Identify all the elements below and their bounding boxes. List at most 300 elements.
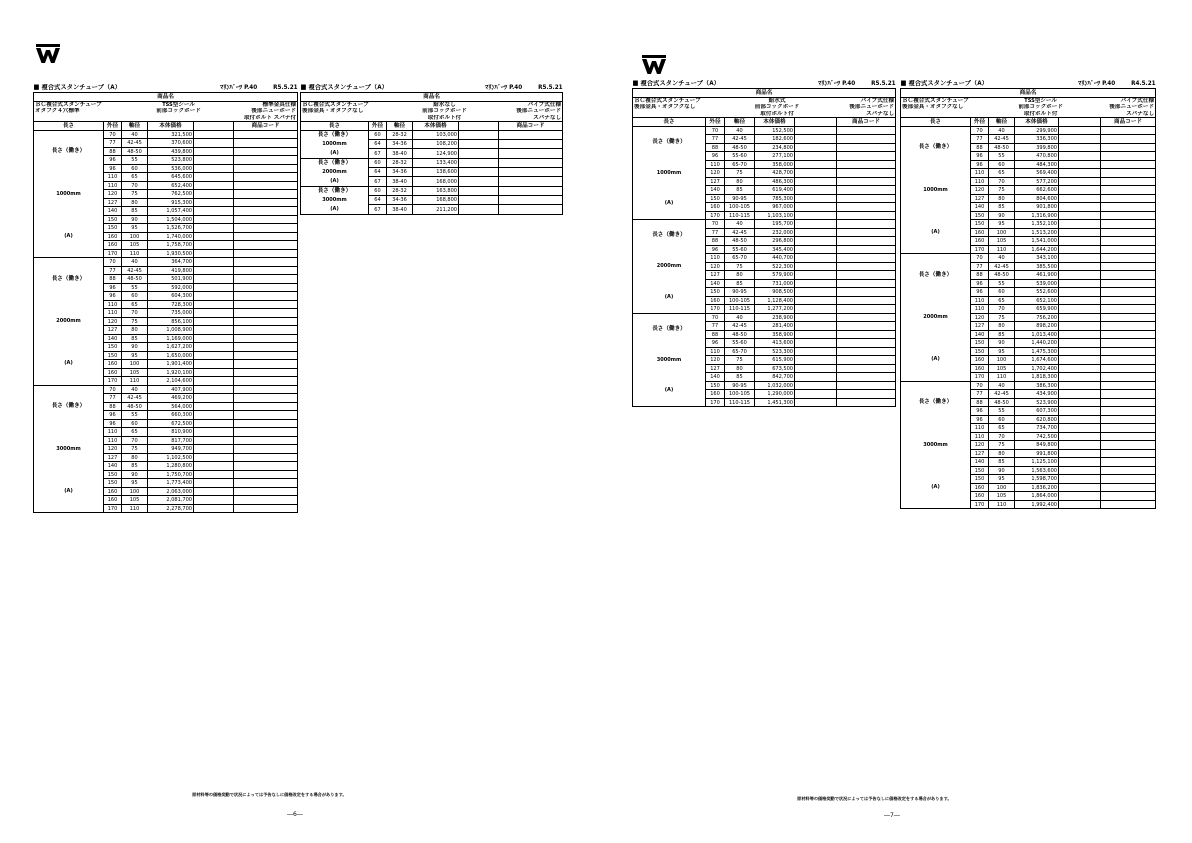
price-cell: 756,200	[1015, 313, 1059, 322]
product-description-text: 後部金具・オタフクなし	[902, 104, 964, 111]
col-outer-diameter-header: 外径	[104, 122, 122, 131]
product-code-cell	[234, 241, 298, 250]
price-cell: 124,900	[413, 149, 459, 158]
length-label-text: 3000mm	[923, 441, 948, 448]
blank-cell	[1059, 194, 1101, 203]
blank-cell	[795, 152, 837, 161]
table-row	[34, 385, 298, 394]
price-cell: 1,504,000	[148, 215, 194, 224]
product-code-cell	[1101, 364, 1156, 373]
price-cell: 991,800	[1015, 449, 1059, 458]
product-code-cell	[837, 262, 896, 271]
length-label-text: (A)	[664, 293, 674, 300]
col-length-header: 長さ	[301, 122, 369, 131]
shaft-diameter-cell: 65	[989, 424, 1015, 433]
shaft-diameter-cell: 80	[989, 449, 1015, 458]
blank-cell	[194, 462, 234, 471]
shaft-diameter-cell: 40	[122, 385, 148, 394]
product-code-cell	[837, 211, 896, 220]
shaft-diameter-cell: 85	[989, 330, 1015, 339]
product-code-cell	[234, 453, 298, 462]
shaft-diameter-cell: 90	[122, 343, 148, 352]
col-price-header: 本体価格	[148, 122, 194, 131]
blank-cell	[194, 385, 234, 394]
product-description-text: 後部ニューボード	[849, 104, 895, 111]
price-cell: 915,300	[148, 198, 194, 207]
price-cell: 234,800	[755, 143, 795, 152]
outer-diameter-cell: 140	[971, 458, 989, 467]
price-cell: 470,800	[1015, 152, 1059, 161]
blank-cell	[1059, 279, 1101, 288]
length-label-cell	[301, 186, 369, 214]
blank-cell	[194, 368, 234, 377]
length-label-text: 1000mm	[923, 186, 948, 193]
shaft-diameter-cell: 34-36	[387, 196, 413, 205]
outer-diameter-cell: 110	[971, 296, 989, 305]
shaft-diameter-cell: 70	[989, 432, 1015, 441]
price-cell: 2,081,700	[148, 496, 194, 505]
blank-cell	[795, 322, 837, 331]
outer-diameter-cell: 88	[971, 143, 989, 152]
shaft-diameter-cell: 42-45	[989, 390, 1015, 399]
shaft-diameter-cell: 60	[122, 419, 148, 428]
price-cell: 138,600	[413, 168, 459, 177]
shaft-diameter-cell: 55	[122, 411, 148, 420]
shaft-diameter-cell: 70	[989, 305, 1015, 314]
outer-diameter-cell: 77	[706, 135, 725, 144]
price-cell: 523,900	[1015, 398, 1059, 407]
shaft-diameter-cell: 110	[989, 500, 1015, 509]
price-cell: 592,000	[148, 283, 194, 292]
product-code-cell	[837, 177, 896, 186]
outer-diameter-cell: 110	[971, 305, 989, 314]
product-code-cell	[837, 296, 896, 305]
outer-diameter-cell: 170	[971, 500, 989, 509]
blank-cell	[1059, 305, 1101, 314]
product-code-cell	[837, 169, 896, 178]
shaft-diameter-cell: 65	[989, 296, 1015, 305]
outer-diameter-cell: 120	[104, 190, 122, 199]
shaft-diameter-cell: 40	[725, 313, 755, 322]
price-cell: 810,900	[148, 428, 194, 437]
product-name-header: 商品名	[633, 89, 896, 98]
price-cell: 1,674,600	[1015, 356, 1059, 365]
blank-cell	[194, 334, 234, 343]
outer-diameter-cell: 60	[369, 186, 387, 195]
product-code-cell	[1101, 458, 1156, 467]
table-title: 複合式スタンチューブ（A）	[308, 84, 388, 92]
product-code-cell	[1101, 373, 1156, 382]
outer-diameter-cell: 127	[971, 194, 989, 203]
price-cell: 728,300	[148, 300, 194, 309]
blank-cell	[1059, 424, 1101, 433]
product-code-cell	[837, 220, 896, 229]
price-cell: 1,541,000	[1015, 237, 1059, 246]
outer-diameter-cell: 127	[971, 322, 989, 331]
product-code-cell	[1101, 424, 1156, 433]
product-code-cell	[234, 309, 298, 318]
page-number: ―7―	[884, 812, 900, 819]
price-cell: 440,700	[755, 254, 795, 263]
price-cell: 1,125,100	[1015, 458, 1059, 467]
blank-cell	[795, 347, 837, 356]
blank-cell	[194, 147, 234, 156]
product-code-cell	[1101, 220, 1156, 229]
price-cell: 281,400	[755, 322, 795, 331]
product-code-cell	[1101, 449, 1156, 458]
table-row	[34, 258, 298, 267]
outer-diameter-cell: 160	[971, 356, 989, 365]
blank-cell	[1059, 500, 1101, 509]
product-code-cell	[234, 266, 298, 275]
price-cell: 133,400	[413, 158, 459, 167]
shaft-diameter-cell: 80	[725, 177, 755, 186]
product-code-cell	[234, 487, 298, 496]
outer-diameter-cell: 150	[104, 470, 122, 479]
revision-date: R4.5.21	[1131, 80, 1156, 88]
shaft-diameter-cell: 65-70	[725, 254, 755, 263]
length-label-cell	[633, 220, 706, 314]
price-cell: 370,600	[148, 139, 194, 148]
product-code-cell	[234, 419, 298, 428]
price-cell: 358,900	[755, 330, 795, 339]
product-description-text: 後部金具・オタフクなし	[302, 108, 364, 115]
shaft-diameter-cell: 42-45	[725, 228, 755, 237]
price-cell: 734,700	[1015, 424, 1059, 433]
outer-diameter-cell: 96	[971, 152, 989, 161]
length-label-cell	[901, 126, 971, 254]
outer-diameter-cell: 110	[104, 173, 122, 182]
price-cell: 232,000	[755, 228, 795, 237]
outer-diameter-cell: 120	[971, 441, 989, 450]
product-name-header: 商品名	[901, 89, 1156, 98]
length-label-text: 2000mm	[56, 318, 81, 325]
product-code-cell	[837, 152, 896, 161]
shaft-diameter-cell: 80	[122, 453, 148, 462]
product-code-cell	[234, 300, 298, 309]
shaft-diameter-cell: 105	[122, 496, 148, 505]
price-cell: 182,600	[755, 135, 795, 144]
product-code-cell	[234, 377, 298, 386]
price-cell: 1,598,700	[1015, 475, 1059, 484]
outer-diameter-cell: 140	[706, 186, 725, 195]
blank-cell	[194, 173, 234, 182]
price-cell: 817,700	[148, 436, 194, 445]
product-code-cell	[837, 254, 896, 263]
blank-cell	[795, 356, 837, 365]
price-cell: 731,000	[755, 279, 795, 288]
outer-diameter-cell: 110	[706, 160, 725, 169]
blank-cell	[1059, 364, 1101, 373]
product-description-text: 後部ニューボード	[251, 108, 297, 115]
product-name-header: 商品名	[301, 93, 563, 102]
product-code-cell	[1101, 262, 1156, 271]
col-length-header: 長さ	[901, 118, 971, 127]
blank-cell	[194, 130, 234, 139]
col-price-header: 本体価格	[755, 118, 795, 127]
outer-diameter-cell: 170	[104, 377, 122, 386]
price-cell: 645,600	[148, 173, 194, 182]
outer-diameter-cell: 77	[971, 262, 989, 271]
price-cell: 469,200	[148, 394, 194, 403]
outer-diameter-cell: 120	[104, 445, 122, 454]
price-cell: 849,800	[1015, 441, 1059, 450]
blank-cell	[194, 411, 234, 420]
shaft-diameter-cell: 55-60	[725, 245, 755, 254]
blank-cell	[1059, 245, 1101, 254]
length-label-cell	[301, 158, 369, 186]
blank-cell	[795, 211, 837, 220]
price-cell: 1,290,000	[755, 390, 795, 399]
price-cell: 168,800	[413, 196, 459, 205]
col-shaft-diameter-header: 軸径	[989, 118, 1015, 127]
product-code-cell	[837, 313, 896, 322]
outer-diameter-cell: 96	[706, 245, 725, 254]
shaft-diameter-cell: 48-50	[725, 237, 755, 246]
blank-cell	[795, 271, 837, 280]
outer-diameter-cell: 150	[706, 194, 725, 203]
blank-cell	[459, 130, 499, 139]
product-code-cell	[499, 140, 563, 149]
blank-cell	[1059, 177, 1101, 186]
price-cell: 604,300	[148, 292, 194, 301]
blank-cell	[795, 381, 837, 390]
price-cell: 662,600	[1015, 186, 1059, 195]
outer-diameter-cell: 160	[971, 483, 989, 492]
outer-diameter-cell: 150	[971, 339, 989, 348]
blank-cell	[795, 330, 837, 339]
shaft-diameter-cell: 48-50	[122, 402, 148, 411]
blank-cell	[194, 309, 234, 318]
product-code-cell	[837, 381, 896, 390]
blank-cell	[194, 453, 234, 462]
product-description-text: 給水式	[768, 97, 786, 104]
price-cell: 434,900	[1015, 390, 1059, 399]
price-cell: 523,300	[755, 347, 795, 356]
shaft-diameter-cell: 34-36	[387, 168, 413, 177]
outer-diameter-cell: 160	[706, 390, 725, 399]
table-row	[301, 130, 563, 139]
price-cell: 564,000	[148, 402, 194, 411]
price-cell: 399,800	[1015, 143, 1059, 152]
product-description-text	[634, 111, 738, 118]
outer-diameter-cell: 96	[971, 288, 989, 297]
price-cell: 619,400	[755, 186, 795, 195]
blank-cell	[459, 168, 499, 177]
table-row	[901, 126, 1156, 135]
product-code-cell	[837, 364, 896, 373]
product-code-cell	[1101, 347, 1156, 356]
outer-diameter-cell: 160	[971, 228, 989, 237]
price-change-footnote: 原材料等の価格変動で状況によっては予告なしに価格改定をする場合があります。	[192, 792, 347, 797]
outer-diameter-cell: 127	[104, 326, 122, 335]
shaft-diameter-cell: 90-95	[725, 194, 755, 203]
shaft-diameter-cell: 100-105	[725, 296, 755, 305]
shaft-diameter-cell: 100-105	[725, 203, 755, 212]
length-label-text: (A)	[664, 200, 674, 207]
shaft-diameter-cell: 100	[989, 228, 1015, 237]
price-cell: 386,300	[1015, 381, 1059, 390]
product-description-text	[302, 115, 406, 122]
price-cell: 1,013,400	[1015, 330, 1059, 339]
shaft-diameter-cell: 85	[989, 203, 1015, 212]
shaft-diameter-cell: 80	[725, 364, 755, 373]
shaft-diameter-cell: 55	[122, 283, 148, 292]
blank-cell	[459, 158, 499, 167]
product-code-cell	[499, 196, 563, 205]
shaft-diameter-cell: 40	[989, 381, 1015, 390]
blank-cell	[194, 445, 234, 454]
length-label-text: 長さ（働き）	[652, 325, 686, 332]
product-code-cell	[1101, 381, 1156, 390]
length-label-text: 長さ（働き）	[51, 275, 86, 282]
blank-cell	[194, 181, 234, 190]
outer-diameter-cell: 77	[971, 390, 989, 399]
blank-cell	[1059, 441, 1101, 450]
blank-cell	[459, 177, 499, 186]
shaft-diameter-cell: 40	[122, 258, 148, 267]
price-cell: 552,600	[1015, 288, 1059, 297]
product-code-cell	[837, 126, 896, 135]
price-cell: 1,992,400	[1015, 500, 1059, 509]
outer-diameter-cell: 160	[104, 360, 122, 369]
shaft-diameter-cell: 110-115	[725, 398, 755, 407]
product-description-text: 後部ニューボード	[516, 108, 562, 115]
blank-cell	[194, 156, 234, 165]
product-code-cell	[837, 143, 896, 152]
col-outer-diameter-header: 外径	[706, 118, 725, 127]
price-cell: 103,000	[413, 130, 459, 139]
shaft-diameter-cell: 55	[122, 156, 148, 165]
price-cell: 413,600	[755, 339, 795, 348]
shaft-diameter-cell: 90	[989, 211, 1015, 220]
shaft-diameter-cell: 100	[122, 232, 148, 241]
outer-diameter-cell: 150	[706, 381, 725, 390]
blank-cell	[194, 139, 234, 148]
price-table-d	[900, 80, 1156, 509]
blank-cell	[194, 351, 234, 360]
product-description-text: パイプ式仕様	[860, 97, 895, 104]
outer-diameter-cell: 96	[104, 283, 122, 292]
outer-diameter-cell: 96	[104, 411, 122, 420]
product-code-cell	[837, 271, 896, 280]
shaft-diameter-cell: 95	[989, 475, 1015, 484]
length-label-text: 長さ（働き）	[317, 187, 352, 194]
catalog-reference: ﾏﾘﾝﾊﾟｰﾂ P.40	[220, 84, 258, 92]
shaft-diameter-cell: 60	[989, 415, 1015, 424]
price-cell: 1,627,200	[148, 343, 194, 352]
length-label-cell	[901, 381, 971, 509]
outer-diameter-cell: 140	[971, 203, 989, 212]
table-title: 複合式スタンチューブ（A）	[41, 84, 121, 92]
price-cell: 615,900	[755, 356, 795, 365]
price-cell: 484,300	[1015, 160, 1059, 169]
outer-diameter-cell: 120	[706, 169, 725, 178]
outer-diameter-cell: 110	[104, 300, 122, 309]
shaft-diameter-cell: 75	[989, 186, 1015, 195]
price-cell: 672,500	[148, 419, 194, 428]
price-cell: 2,104,600	[148, 377, 194, 386]
company-logo	[641, 55, 667, 75]
product-code-cell	[499, 205, 563, 214]
col-length-header: 長さ	[34, 122, 104, 131]
price-cell: 2,278,700	[148, 504, 194, 513]
price-cell: 321,500	[148, 130, 194, 139]
shaft-diameter-cell: 75	[725, 262, 755, 271]
product-code-cell	[837, 398, 896, 407]
product-code-cell	[1101, 475, 1156, 484]
shaft-diameter-cell: 42-45	[122, 394, 148, 403]
product-code-cell	[234, 258, 298, 267]
length-label-text: (A)	[64, 360, 73, 367]
outer-diameter-cell: 120	[104, 317, 122, 326]
product-code-cell	[234, 428, 298, 437]
blank-cell	[1059, 458, 1101, 467]
revision-date: R5.5.21	[538, 84, 563, 92]
shaft-diameter-cell: 75	[122, 445, 148, 454]
price-cell: 211,200	[413, 205, 459, 214]
product-code-cell	[837, 322, 896, 331]
outer-diameter-cell: 160	[971, 237, 989, 246]
blank-cell	[1059, 398, 1101, 407]
blank-cell	[795, 194, 837, 203]
price-cell: 1,650,000	[148, 351, 194, 360]
blank-cell	[795, 135, 837, 144]
product-code-cell	[1101, 160, 1156, 169]
blank-cell	[795, 228, 837, 237]
outer-diameter-cell: 64	[369, 196, 387, 205]
outer-diameter-cell: 127	[971, 449, 989, 458]
product-name-header: 商品名	[34, 93, 298, 102]
price-cell: 607,300	[1015, 407, 1059, 416]
outer-diameter-cell: 150	[971, 211, 989, 220]
product-code-cell	[499, 130, 563, 139]
price-table-b	[300, 84, 563, 215]
outer-diameter-cell: 77	[971, 135, 989, 144]
product-code-cell	[837, 279, 896, 288]
price-cell: 522,300	[755, 262, 795, 271]
price-cell: 336,300	[1015, 135, 1059, 144]
price-cell: 296,800	[755, 237, 795, 246]
outer-diameter-cell: 170	[104, 504, 122, 513]
outer-diameter-cell: 70	[706, 220, 725, 229]
shaft-diameter-cell: 70	[122, 181, 148, 190]
outer-diameter-cell: 110	[104, 428, 122, 437]
outer-diameter-cell: 88	[971, 398, 989, 407]
blank-cell	[1059, 407, 1101, 416]
product-description-text: 取付ボルト付	[427, 114, 462, 121]
product-description-text: 給水なし	[433, 101, 456, 108]
length-label-cell	[301, 130, 369, 158]
product-code-cell	[837, 339, 896, 348]
outer-diameter-cell: 70	[971, 126, 989, 135]
blank-cell	[194, 258, 234, 267]
outer-diameter-cell: 67	[369, 205, 387, 214]
blank-cell	[1059, 339, 1101, 348]
product-description-text: スパナなし	[533, 114, 562, 121]
product-code-cell	[234, 402, 298, 411]
shaft-diameter-cell: 38-40	[387, 149, 413, 158]
product-code-cell	[1101, 186, 1156, 195]
shaft-diameter-cell: 42-45	[725, 322, 755, 331]
outer-diameter-cell: 150	[971, 466, 989, 475]
blank-cell	[1059, 492, 1101, 501]
shaft-diameter-cell: 110-115	[725, 211, 755, 220]
shaft-diameter-cell: 100	[989, 356, 1015, 365]
outer-diameter-cell: 110	[971, 432, 989, 441]
product-description-text: スパナなし	[1126, 110, 1155, 117]
length-label-text: (A)	[330, 177, 339, 184]
